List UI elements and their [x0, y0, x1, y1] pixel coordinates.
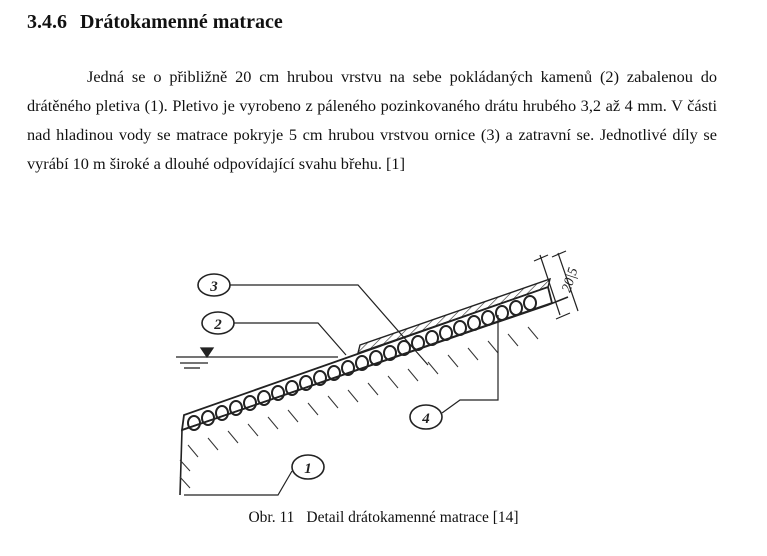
callout-1: [184, 455, 324, 495]
figure-drawing: [168, 245, 598, 505]
section-number: 3.4.6: [27, 11, 67, 33]
topsoil-layer: [358, 279, 550, 353]
dimension-label: 20|5: [559, 265, 582, 295]
callout-2: [202, 312, 346, 355]
callout-2-label: 2: [214, 317, 222, 333]
section-title: Drátokamenné matrace: [80, 11, 283, 33]
figure-caption: [0, 509, 767, 527]
callout-1-label: 1: [304, 461, 312, 477]
mattress-detail-figure: [168, 245, 598, 505]
body-paragraph: Jedná se o přibližně 20 cm hrubou vrstvu na sebe pokládaných kamenů (2) zabalenou do drátěného pletiva (1). Pletivo je vyrobeno z páleného pozinkovaného drátu hrubého 3,2 až 4 mm. V části nad hladinou vody se matrace pokryje 5 cm hrubou vrstvou ornice (3) a zatravní se. Jednotlivé díly se vyrábí 10 m široké a dlouhé odpovídající svahu břehu. [1]: [27, 67, 717, 173]
callout-3-label: 3: [210, 279, 218, 295]
callout-4-label: 4: [422, 411, 430, 427]
caption-text: Detail drátokamenné matrace [14]: [306, 509, 519, 526]
water-level: [176, 348, 338, 368]
caption-label: Obr. 11: [248, 509, 295, 526]
section-heading: [27, 11, 283, 34]
